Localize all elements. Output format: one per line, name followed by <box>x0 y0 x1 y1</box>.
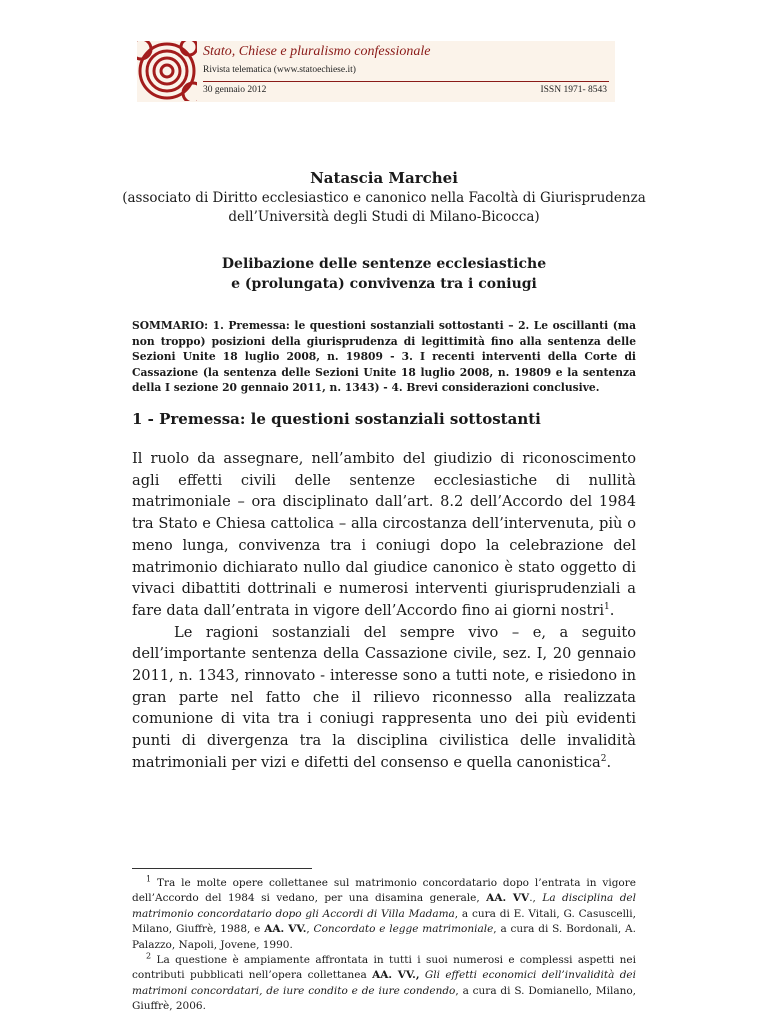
journal-header <box>137 41 615 102</box>
journal-logo-icon <box>137 41 197 101</box>
section-heading: 1 - Premessa: le questioni sostanziali sottostanti <box>132 410 541 428</box>
footnote-1: $^1$ Tra le molte opere collettanee sul matrimonio concordatario dopo l’entrata in vigore dell’Accordo del 1984 si vedano, per una disamina generale, AA. VV., La disciplina del matrimonio concordatario dopo gli Accordi di Villa Madama, a cura di E. Vitali, G. Casuscelli, Milano, Giuffrè, 1988, e AA. VV., Concordato e legge matrimoniale, a cura di S. Bordonali, A. Palazzo, Napoli, Jovene, 1990. <box>132 874 636 951</box>
title-line-2: e (prolungata) convivenza tra i coniugi <box>231 276 537 292</box>
footnote-divider <box>132 868 312 869</box>
publication-date: 30 gennaio 2012 <box>203 85 267 95</box>
body-text <box>132 448 636 774</box>
footnote-ref-1[interactable]: 1 <box>604 602 610 613</box>
journal-subtitle: Rivista telematica (www.statoechiese.it) <box>203 65 356 75</box>
paragraph-2: Le ragioni sostanziali del sempre vivo – e, a seguito dell’importante sentenza della Cassazione civile, sez. I, 20 gennaio 2011, n. 1343, rinnovato - interesse sono a tutti note, e risiedono in gran parte nel fatto che il rilievo riconnesso alla realizzata comunione di vita tra i coniugi rappresenta uno dei più evidenti punti di divergenza tra la disciplina civilistica delle invalidità matrimoniali per vizi e difetti del consenso e quella canonistica$^2$. <box>132 623 636 771</box>
article-title <box>120 254 648 294</box>
author-name: Natascia Marchei <box>310 169 458 187</box>
summary: SOMMARIO: 1. Premessa: le questioni sostanziali sottostanti – 2. Le oscillanti (ma non troppo) posizioni della giurisprudenza di legittimità fino alla sentenza delle Sezioni Unite 18 luglio 2008, n. 19809 - 3. I recenti interventi della Corte di Cassazione (la sentenza delle Sezioni Unite 18 luglio 2008, n. 19809 e la sentenza della I sezione 20 gennaio 2011, n. 1343) - 4. Brevi considerazioni conclusive. <box>132 319 636 394</box>
header-divider <box>203 81 609 82</box>
paragraph-1: Il ruolo da assegnare, nell’ambito del giudizio di riconoscimento agli effetti civili delle sentenze ecclesiastiche di nullità matrimoniale – ora disciplinato dall’art. 8.2 dell’Accordo del 1984 tra Stato e Chiesa cattolica – alla circostanza dell’intervenuta, più o meno lunga, convivenza tra i coniugi dopo la celebrazione del matrimonio dichiarato nullo dal giudice canonico è stato oggetto di vivaci dibattiti dottrinali e numerosi interventi giurisprudenziali a fare data dall’entrata in vigore dell’Accordo fino ai giorni nostri$^1$. <box>132 450 636 619</box>
issn: ISSN 1971- 8543 <box>540 85 607 95</box>
footnote-ref-2[interactable]: 2 <box>600 753 607 764</box>
author-affiliation: (associato di Diritto ecclesiastico e canonico nella Facoltà di Giurisprudenza dell’Università degli Studi di Milano-Bicocca) <box>122 190 646 225</box>
journal-title: Stato, Chiese e pluralismo confessionale <box>203 44 431 59</box>
title-line-1: Delibazione delle sentenze ecclesiastiche <box>221 256 547 272</box>
footnote-2: $^2$ La questione è ampiamente affrontata in tutti i suoi numerosi e complessi aspetti nei contributi pubblicati nell’opera collettanea AA. VV., Gli effetti economici dell’invalidità dei matrimoni concordatari, de iure condito e de iure condendo, a cura di S. Domianello, Milano, Giuffrè, 2006. <box>132 951 637 1013</box>
